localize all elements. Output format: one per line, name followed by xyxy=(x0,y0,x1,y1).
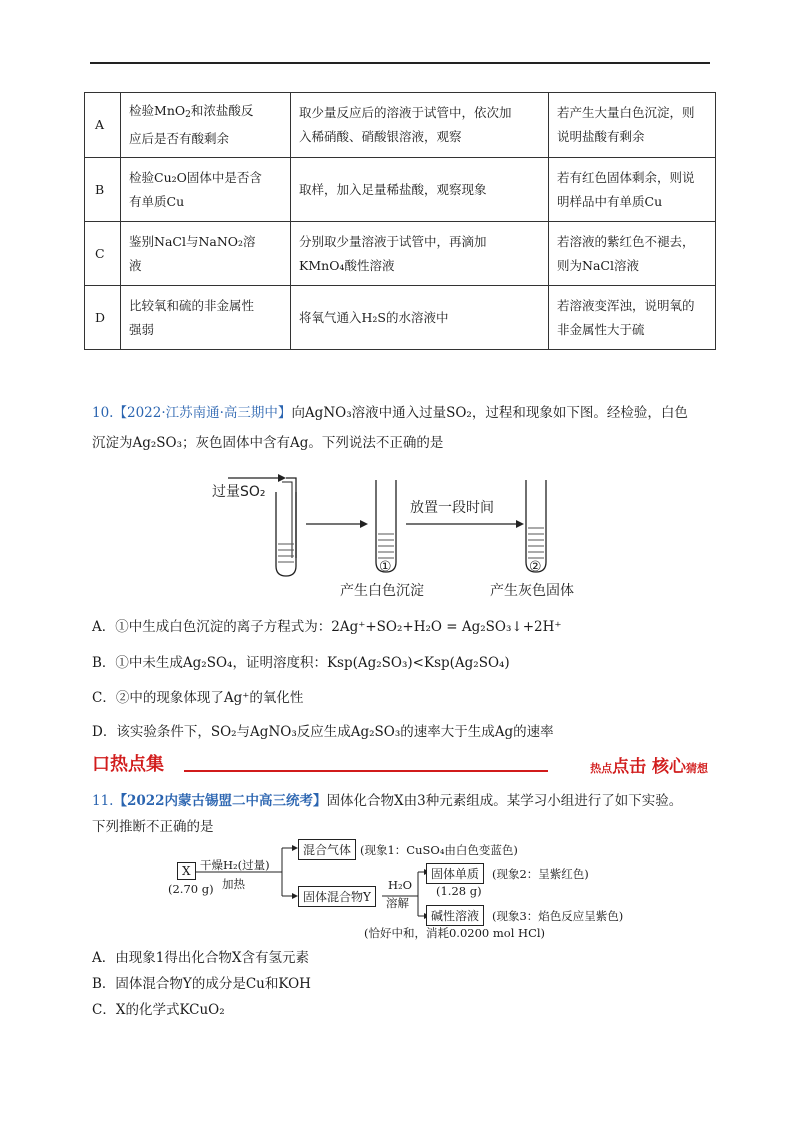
q11-stem-line-2: 下列推断不正确的是 xyxy=(92,819,214,835)
test-tube-start xyxy=(276,492,296,576)
method-line-2: 入稀硝酸、硝酸银溶液，观察 xyxy=(299,129,462,144)
row-label: A xyxy=(85,93,121,158)
tube1-caption: 产生白色沉淀 xyxy=(340,583,424,599)
step1-bottom: 加热 xyxy=(222,877,245,891)
row-method xyxy=(291,222,549,286)
row-purpose xyxy=(121,286,291,350)
base-box: 碱性溶液 xyxy=(426,905,484,926)
purpose-line-2: 有单质Cu xyxy=(129,193,185,209)
base-note: (现象3：焰色反应呈紫色) xyxy=(492,909,624,923)
table-row xyxy=(85,286,716,350)
purpose-line-2: 液 xyxy=(129,257,142,273)
q11-option-b: B．固体混合物Y的成分是Cu和KOH xyxy=(92,976,311,992)
table-row xyxy=(85,158,716,222)
hotspot-banner xyxy=(92,750,708,776)
x-box: X xyxy=(177,862,196,880)
purpose-formula: MnO xyxy=(154,103,186,118)
row-purpose xyxy=(121,222,291,286)
banner-right-big: 点击 核心 xyxy=(612,757,686,777)
step2-bottom: 溶解 xyxy=(386,896,409,910)
base-footnote: (恰好中和，消耗0.0200 mol HCl) xyxy=(364,926,546,940)
banner-right-small-1: 热点 xyxy=(590,762,613,775)
row-conclusion xyxy=(549,222,716,286)
conclusion-line-1: 若溶液的紫红色不褪去， xyxy=(557,233,695,249)
method-line-1: 分别取少量溶液于试管中，再滴加 xyxy=(299,233,487,249)
row-label: C xyxy=(85,222,121,286)
row-conclusion xyxy=(549,286,716,350)
q10-option-b: B．①中未生成Ag₂SO₄，证明溶度积：Ksp(Ag₂SO₃)<Ksp(Ag₂SO₄) xyxy=(92,655,510,671)
purpose-line-2: 强弱 xyxy=(129,321,155,337)
gas-box: 混合气体 xyxy=(298,839,356,860)
delivery-tube xyxy=(286,478,296,558)
banner-left-title: 口热点集 xyxy=(92,754,164,775)
q10-number: 10. xyxy=(92,405,114,421)
purpose-rest-2: 应后是否有酸剩余 xyxy=(129,131,230,146)
conclusion-line-2: 明样品中有单质Cu xyxy=(557,193,663,209)
precipitate-lines-1 xyxy=(378,534,394,558)
row-purpose xyxy=(121,93,291,158)
conclusion-line-2: 说明盐酸有剩余 xyxy=(557,129,645,144)
q11-source: 【2022内蒙古锡盟二中高三统考】 xyxy=(113,793,327,809)
tube2-mark: ② xyxy=(529,559,542,575)
conclusion-line-2: 则为NaCl溶液 xyxy=(557,257,639,273)
x-mass: (2.70 g) xyxy=(168,882,214,896)
gas-note: (现象1：CuSO₄由白色变蓝色) xyxy=(360,843,518,857)
q10-stem-line-1 xyxy=(92,400,688,426)
row-method xyxy=(291,286,549,350)
q10-source: 【2022·江苏南通·高三期中】 xyxy=(113,405,292,421)
row-conclusion xyxy=(549,93,716,158)
header-rule xyxy=(90,62,710,64)
q11-stem-1: 固体化合物X由3种元素组成。某学习小组进行了如下实验。 xyxy=(326,793,683,809)
method-line-2: KMnO₄酸性溶液 xyxy=(299,257,395,273)
q10-option-d: D．该实验条件下，SO₂与AgNO₃反应生成Ag₂SO₃的速率大于生成Ag的速率 xyxy=(92,724,554,740)
banner-right-title xyxy=(590,752,708,777)
method-line-1: 取样，加入足量稀盐酸，观察现象 xyxy=(299,181,487,197)
q10-option-c: C．②中的现象体现了Ag⁺的氧化性 xyxy=(92,690,304,706)
q11-option-c: C．X的化学式KCuO₂ xyxy=(92,1002,225,1018)
purpose-line-1: 鉴别NaCl与NaNO₂溶 xyxy=(129,233,256,249)
element-note: (现象2：呈紫红色) xyxy=(492,867,589,881)
options-table xyxy=(84,92,716,350)
purpose-formula-sub: 2 xyxy=(185,110,191,120)
solid-box: 固体混合物Y xyxy=(298,886,376,907)
gas-label: 过量SO₂ xyxy=(212,484,266,500)
table-row xyxy=(85,222,716,286)
step1-top: 干燥H₂(过量) xyxy=(200,858,270,872)
q11-number: 11. xyxy=(92,793,114,809)
banner-right-small-2: 猜想 xyxy=(686,762,708,775)
row-method xyxy=(291,93,549,158)
process-arrowhead-1 xyxy=(360,520,368,528)
arrow-label: 放置一段时间 xyxy=(410,500,494,516)
purpose-prefix: 检验 xyxy=(129,103,155,118)
method-line-1: 取少量反应后的溶液于试管中，依次加 xyxy=(299,105,512,120)
element-box: 固体单质 xyxy=(426,863,484,884)
row-method xyxy=(291,158,549,222)
row-label: B xyxy=(85,158,121,222)
step2-top: H₂O xyxy=(388,878,413,892)
q11-option-a: A．由现象1得出化合物X含有氢元素 xyxy=(92,950,309,966)
solid-lines-2 xyxy=(528,528,544,558)
purpose-rest-1: 和浓盐酸反 xyxy=(190,103,254,118)
method-line-1: 将氧气通入H₂S的水溶液中 xyxy=(299,309,449,325)
row-purpose xyxy=(121,158,291,222)
q10-option-a: A．①中生成白色沉淀的离子方程式为：2Ag⁺+SO₂+H₂O = Ag₂SO₃↓+2H⁺ xyxy=(92,619,562,635)
table-row xyxy=(85,93,716,158)
conclusion-line-2: 非金属性大于硫 xyxy=(557,321,645,337)
conclusion-line-1: 若产生大量白色沉淀，则 xyxy=(557,105,695,120)
q10-stem-line-2: 沉淀为Ag₂SO₃；灰色固体中含有Ag。下列说法不正确的是 xyxy=(92,435,444,451)
row-conclusion xyxy=(549,158,716,222)
tube2-caption: 产生灰色固体 xyxy=(490,583,574,599)
process-arrowhead-2 xyxy=(516,520,524,528)
q10-stem-1: 向AgNO₃溶液中通入过量SO₂，过程和现象如下图。经检验，白色 xyxy=(291,405,688,421)
banner-underline xyxy=(184,770,548,772)
conclusion-line-1: 若溶液变浑浊，说明氧的 xyxy=(557,297,695,313)
tube1-mark: ① xyxy=(379,559,392,575)
conclusion-line-1: 若有红色固体剩余，则说 xyxy=(557,169,695,185)
row-label: D xyxy=(85,286,121,350)
purpose-line-1: 比较氧和硫的非金属性 xyxy=(129,297,255,313)
q11-stem-line-1 xyxy=(92,788,682,814)
purpose-line-1: 检验Cu₂O固体中是否含 xyxy=(129,169,262,185)
element-mass: (1.28 g) xyxy=(436,884,482,898)
delivery-tube-inner xyxy=(282,482,292,558)
gas-arrowhead xyxy=(278,474,286,482)
